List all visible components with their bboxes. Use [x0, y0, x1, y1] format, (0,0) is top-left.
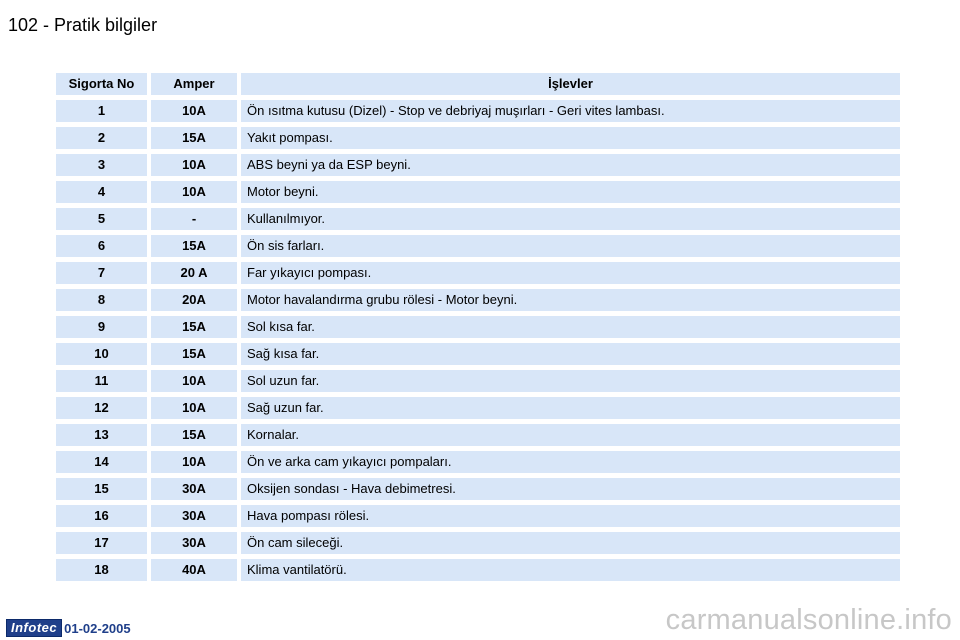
fuse-number-cell: 3	[56, 154, 147, 176]
fuse-rows	[56, 100, 900, 581]
table-row	[56, 343, 900, 365]
amperage-cell: 10A	[151, 370, 237, 392]
amperage-cell: 15A	[151, 343, 237, 365]
function-cell: Sağ uzun far.	[241, 397, 900, 419]
fuse-number-cell: 12	[56, 397, 147, 419]
fuse-number-cell: 7	[56, 262, 147, 284]
fuse-number-cell: 18	[56, 559, 147, 581]
function-cell: Sol uzun far.	[241, 370, 900, 392]
fuse-number-cell: 4	[56, 181, 147, 203]
fuse-number-cell: 9	[56, 316, 147, 338]
function-cell: Kornalar.	[241, 424, 900, 446]
function-cell: Oksijen sondası - Hava debimetresi.	[241, 478, 900, 500]
table-row	[56, 154, 900, 176]
header-functions: İşlevler	[241, 73, 900, 95]
function-cell: Sağ kısa far.	[241, 343, 900, 365]
function-cell: Hava pompası rölesi.	[241, 505, 900, 527]
function-cell: Kullanılmıyor.	[241, 208, 900, 230]
fuse-number-cell: 8	[56, 289, 147, 311]
amperage-cell: 15A	[151, 127, 237, 149]
table-row	[56, 397, 900, 419]
footer-logo	[6, 619, 131, 637]
amperage-cell: 10A	[151, 181, 237, 203]
table-row	[56, 181, 900, 203]
amperage-cell: 10A	[151, 100, 237, 122]
table-row	[56, 559, 900, 581]
function-cell: Motor havalandırma grubu rölesi - Motor beyni.	[241, 289, 900, 311]
fuse-number-cell: 17	[56, 532, 147, 554]
amperage-cell: 15A	[151, 316, 237, 338]
function-cell: Sol kısa far.	[241, 316, 900, 338]
table-row	[56, 424, 900, 446]
fuse-number-cell: 15	[56, 478, 147, 500]
function-cell: Ön sis farları.	[241, 235, 900, 257]
fuse-number-cell: 11	[56, 370, 147, 392]
table-row	[56, 451, 900, 473]
fuse-number-cell: 6	[56, 235, 147, 257]
table-row	[56, 262, 900, 284]
function-cell: Far yıkayıcı pompası.	[241, 262, 900, 284]
watermark: carmanualsonline.info	[665, 604, 952, 636]
amperage-cell: 15A	[151, 424, 237, 446]
table-row	[56, 235, 900, 257]
fuse-number-cell: 5	[56, 208, 147, 230]
table-row	[56, 289, 900, 311]
table-row	[56, 505, 900, 527]
header-amperage: Amper	[151, 73, 237, 95]
function-cell: Ön cam sileceği.	[241, 532, 900, 554]
amperage-cell: -	[151, 208, 237, 230]
table-row	[56, 532, 900, 554]
amperage-cell: 30A	[151, 478, 237, 500]
function-cell: Ön ısıtma kutusu (Dizel) - Stop ve debriyaj muşırları - Geri vites lambası.	[241, 100, 900, 122]
header-fuse-no: Sigorta No	[56, 73, 147, 95]
table-header-row	[56, 73, 900, 95]
fuse-number-cell: 16	[56, 505, 147, 527]
fuse-table	[52, 68, 904, 586]
footer-date: 01-02-2005	[64, 620, 131, 636]
table-row	[56, 478, 900, 500]
function-cell: Ön ve arka cam yıkayıcı pompaları.	[241, 451, 900, 473]
fuse-number-cell: 13	[56, 424, 147, 446]
table-row	[56, 208, 900, 230]
amperage-cell: 20A	[151, 289, 237, 311]
amperage-cell: 10A	[151, 397, 237, 419]
function-cell: Klima vantilatörü.	[241, 559, 900, 581]
amperage-cell: 20 A	[151, 262, 237, 284]
table-row	[56, 370, 900, 392]
function-cell: Motor beyni.	[241, 181, 900, 203]
table-row	[56, 100, 900, 122]
fuse-number-cell: 1	[56, 100, 147, 122]
function-cell: ABS beyni ya da ESP beyni.	[241, 154, 900, 176]
amperage-cell: 10A	[151, 154, 237, 176]
infotec-logo: Infotec	[6, 619, 62, 637]
table-row	[56, 127, 900, 149]
table-row	[56, 316, 900, 338]
amperage-cell: 30A	[151, 532, 237, 554]
function-cell: Yakıt pompası.	[241, 127, 900, 149]
fuse-number-cell: 10	[56, 343, 147, 365]
amperage-cell: 15A	[151, 235, 237, 257]
page-title: 102 - Pratik bilgiler	[8, 15, 158, 35]
fuse-number-cell: 2	[56, 127, 147, 149]
amperage-cell: 10A	[151, 451, 237, 473]
amperage-cell: 30A	[151, 505, 237, 527]
fuse-number-cell: 14	[56, 451, 147, 473]
amperage-cell: 40A	[151, 559, 237, 581]
